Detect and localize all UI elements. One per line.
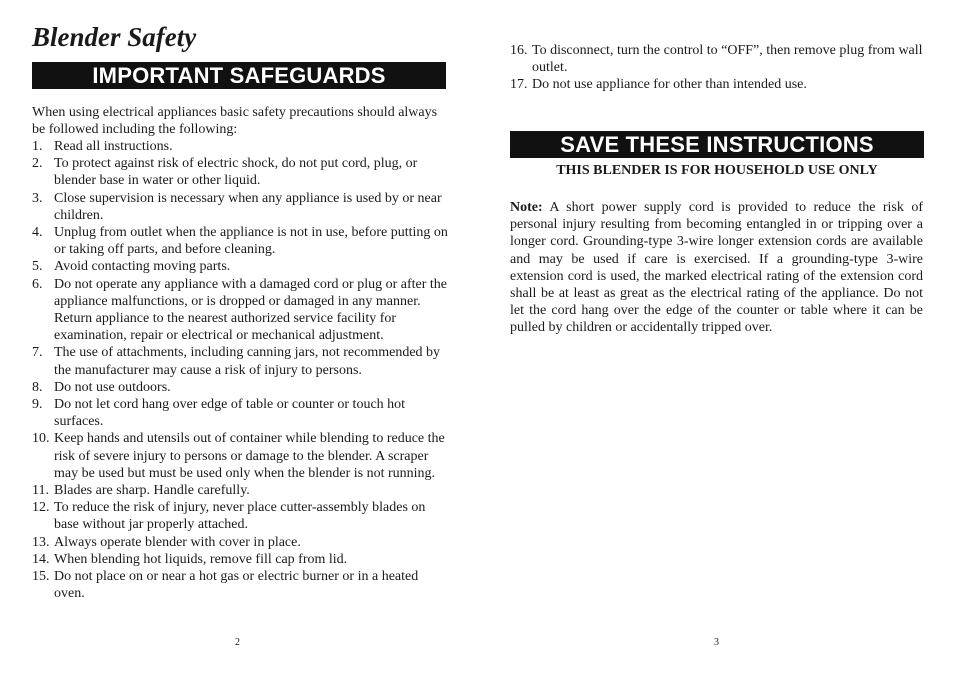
- item-number: 6.: [32, 276, 43, 292]
- safeguards-list: [32, 138, 448, 602]
- household-use-heading: THIS BLENDER IS FOR HOUSEHOLD USE ONLY: [556, 163, 878, 178]
- item-number: 12.: [32, 500, 50, 516]
- item-text: Do not place on or near a hot gas or electric burner or in a heated oven.: [54, 569, 419, 602]
- item-text: Avoid contacting moving parts.: [54, 259, 231, 275]
- note-text: A short power supply cord is provided to reduce the risk of personal injury resulting from becoming entangled in or tripping over a longer cord. Grounding-type 3-wire longer extension cords are available and may be used if care is exercised. If a grounding-type 3-wire extension cord is used, the marked electrical rating of the extension cord shall be at least as great as the electrical rating of the appliance. Do not let the cord hang over the edge of the counter or table where it can be pulled by children or accidentally tripped over.: [510, 200, 923, 336]
- item-text: Keep hands and utensils out of container while blending to reduce the risk of severe injury to persons or damage to the blender. A scraper may be used but must be used only when the blender is not running.: [54, 431, 445, 481]
- item-number: 15.: [32, 569, 50, 585]
- list-item: [32, 379, 448, 396]
- item-text: Always operate blender with cover in place.: [54, 534, 301, 550]
- list-item: [32, 568, 448, 602]
- item-number: 1.: [32, 139, 43, 154]
- list-item: [32, 534, 448, 551]
- item-text: Unplug from outlet when the appliance is not in use, before putting on or taking off parts, and before cleaning.: [54, 225, 448, 258]
- item-text: To reduce the risk of injury, never place cutter-assembly blades on base without jar properly attached.: [54, 500, 426, 533]
- list-item: [32, 482, 448, 499]
- list-item: [32, 396, 448, 430]
- save-instructions-banner: SAVE THESE INSTRUCTIONS: [510, 131, 924, 158]
- safeguards-list-continued: [510, 42, 930, 94]
- item-text: To disconnect, turn the control to “OFF”, then remove plug from wall outlet.: [532, 43, 923, 76]
- item-number: 17.: [510, 77, 528, 93]
- item-number: 7.: [32, 345, 43, 361]
- item-text: Blades are sharp. Handle carefully.: [54, 483, 250, 499]
- item-number: 10.: [32, 431, 50, 447]
- note-label: Note:: [510, 200, 543, 215]
- list-item: [32, 190, 448, 224]
- important-safeguards-banner: IMPORTANT SAFEGUARDS: [32, 62, 446, 89]
- right-page: [477, 0, 954, 677]
- item-text: Do not use appliance for other than intended use.: [532, 77, 807, 93]
- list-item: [32, 499, 448, 533]
- list-item: [32, 344, 448, 378]
- item-text: Do not use outdoors.: [54, 379, 171, 395]
- list-item: [510, 42, 930, 76]
- item-number: 5.: [32, 259, 43, 275]
- list-item: [32, 138, 448, 155]
- item-text: Do not let cord hang over edge of table or counter or touch hot surfaces.: [54, 397, 406, 430]
- intro-paragraph: When using electrical appliances basic safety precautions should always be followed including the following:: [32, 105, 438, 138]
- item-number: 8.: [32, 379, 43, 395]
- list-item: [510, 76, 930, 93]
- list-item: [32, 258, 448, 275]
- item-number: 9.: [32, 397, 43, 413]
- item-number: 13.: [32, 534, 50, 550]
- page-number: 2: [235, 637, 240, 648]
- note-paragraph: [510, 199, 923, 337]
- item-number: 2.: [32, 156, 43, 172]
- item-text: Close supervision is necessary when any appliance is used by or near children.: [54, 190, 442, 223]
- item-text: Read all instructions.: [54, 139, 173, 154]
- item-number: 14.: [32, 551, 50, 567]
- list-item: [32, 276, 448, 345]
- list-item: [32, 551, 448, 568]
- page-number: 3: [714, 637, 719, 648]
- list-item: [32, 155, 448, 189]
- item-text: When blending hot liquids, remove fill cap from lid.: [54, 551, 348, 567]
- item-text: The use of attachments, including canning jars, not recommended by the manufacturer may cause a risk of injury to persons.: [54, 345, 441, 378]
- item-number: 3.: [32, 190, 43, 206]
- item-number: 16.: [510, 43, 528, 58]
- item-number: 11.: [32, 483, 49, 499]
- list-item: [32, 430, 448, 482]
- list-item: [32, 224, 448, 258]
- item-number: 4.: [32, 225, 43, 241]
- page-title: Blender Safety: [32, 22, 197, 52]
- item-text: To protect against risk of electric shock, do not put cord, plug, or blender base in water or other liquid.: [54, 156, 418, 189]
- item-text: Do not operate any appliance with a damaged cord or plug or after the appliance malfunctions, or is dropped or damaged in any manner. Return appliance to the nearest authorized service facility for examination, repair or electrical or mechanical adjustment.: [54, 276, 448, 344]
